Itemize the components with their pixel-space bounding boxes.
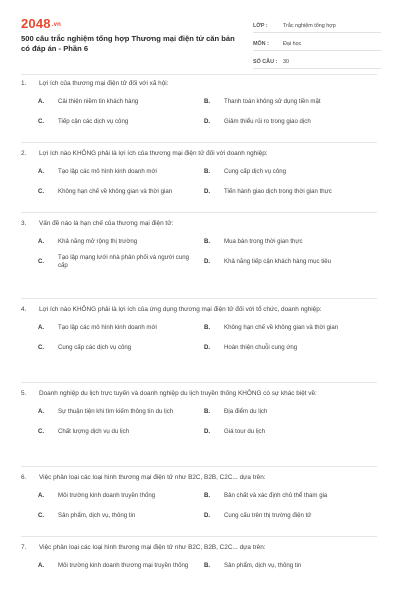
option-letter: B. [204,561,211,569]
option-text: Chất lượng dịch vụ du lịch [58,427,130,435]
answer-option[interactable] [21,424,194,441]
meta-info [253,16,381,70]
option-letter: B. [204,407,211,415]
answer-option[interactable] [194,488,377,505]
answer-option[interactable] [194,320,377,337]
answer-option[interactable] [21,488,194,505]
option-letter: B. [204,491,211,499]
question-text [21,305,377,315]
meta-row-count [253,52,381,69]
option-letter: D. [204,117,211,125]
answer-option[interactable] [194,558,377,575]
question-divider [21,142,377,143]
option-letter: C. [38,427,45,435]
answer-option[interactable] [194,424,377,441]
meta-row-subject [253,34,381,51]
question-divider [21,466,377,467]
option-text: Địa điểm du lịch [224,407,268,415]
question-item [21,305,377,360]
question-item [21,543,377,578]
option-text: Tiếp cận các dịch vụ công [58,117,129,125]
answer-option[interactable] [21,184,194,201]
answer-options [21,558,377,578]
meta-value: Đại học [283,41,302,47]
header-divider [21,74,377,75]
answer-option[interactable] [21,114,194,131]
question-number: 3. [21,220,27,227]
option-letter: B. [204,97,211,105]
option-text: Môi trường kinh doanh thương mại truyền thống [58,561,189,569]
option-letter: A. [38,323,45,331]
option-text: Cung cấu trên thị trường điện tử [224,511,312,519]
question-body: Việc phân loại các loại hình thương mại điện tử như B2C, B2B, C2C... dựa trên: [39,474,266,481]
question-body: Việc phân loại các loại hình thương mại điện tử như B2C, B2B, C2C... dựa trên: [39,544,266,551]
answer-option[interactable] [194,508,377,525]
question-number: 7. [21,544,27,551]
option-text: Sản phẩm, dịch vụ, thông tin [224,561,302,569]
question-item [21,473,377,528]
option-text: Tạo lập mạng lưới nhà phân phối và người cung cấp [58,253,189,270]
option-letter: D. [204,511,211,519]
option-text: Khả năng tiếp cận khách hàng mục tiêu [224,257,332,265]
option-text: Không hạn chế về không gian và thời gian [58,187,173,195]
option-letter: D. [204,427,211,435]
question-body: Lợi ích của thương mại điện tử đối với xã hội: [39,80,169,87]
option-text: Môi trường kinh doanh truyền thống [58,491,156,499]
option-text: Khả năng mở rộng thị trường [58,237,138,245]
question-text [21,219,377,229]
option-letter: C. [38,343,45,351]
option-text: Sự thuận tiện khi tìm kiếm thông tin du lịch [58,407,174,415]
answer-options [21,234,377,274]
option-letter: D. [204,343,211,351]
meta-key: SỐ CÂU : [253,59,278,65]
option-text: Bản chất và xác định chủ thể tham gia [224,491,328,499]
answer-options [21,164,377,204]
logo-text: 2048 [21,16,51,31]
answer-option[interactable] [21,508,194,525]
meta-value: 30 [283,59,289,65]
meta-row-class [253,16,381,33]
question-text [21,473,377,483]
question-number: 6. [21,474,27,481]
option-text: Tạo lập các mô hình kinh doanh mới [58,167,157,175]
question-text [21,543,377,553]
option-letter: B. [204,323,211,331]
answer-option[interactable] [21,404,194,421]
option-text: Cải thiện niềm tin khách hàng [58,97,139,105]
site-logo[interactable] [21,16,61,31]
option-letter: A. [38,237,45,245]
question-item [21,219,377,274]
option-text: Sản phẩm, dịch vụ, thông tin [58,511,136,519]
option-letter: A. [38,97,45,105]
option-letter: A. [38,167,45,175]
answer-option[interactable] [194,254,377,271]
answer-options [21,94,377,134]
option-letter: C. [38,117,45,125]
answer-options [21,488,377,528]
answer-option[interactable] [21,320,194,337]
option-letter: C. [38,511,45,519]
question-body: Lợi ích nào KHÔNG phải là lợi ích của thương mại điện tử đối với doanh nghiệp: [39,150,268,157]
meta-key: LỚP : [253,23,268,29]
option-text: Hoàn thiện chuỗi cung ứng [224,343,298,351]
answer-option[interactable] [194,404,377,421]
answer-option[interactable] [21,94,194,111]
question-item [21,149,377,204]
answer-option[interactable] [194,114,377,131]
question-divider [21,536,377,537]
answer-option[interactable] [194,94,377,111]
question-divider [21,382,377,383]
option-text: Không hạn chế về không gian và thời gian [224,323,339,331]
answer-option[interactable] [21,164,194,181]
question-text [21,149,377,159]
option-text: Tạo lập các mô hình kinh doanh mới [58,323,157,331]
meta-value: Trắc nghiệm tổng hợp [283,23,336,29]
page-title: 500 câu trắc nghiệm tổng hợp Thương mại điện tử căn bản có đáp án - Phần 6 [21,34,235,53]
question-item [21,79,377,134]
question-number: 1. [21,80,27,87]
question-body: Vấn đề nào là hạn chế của thương mại điện tử: [39,220,174,227]
question-item [21,389,377,444]
answer-option[interactable] [194,184,377,201]
option-letter: A. [38,491,45,499]
option-letter: B. [204,237,211,245]
option-text: Cung cấp dịch vụ công [224,167,286,175]
question-number: 2. [21,150,27,157]
option-text: Giá tour du lịch [224,427,265,435]
answer-option[interactable] [21,254,194,271]
question-text [21,79,377,89]
question-divider [21,298,377,299]
question-number: 4. [21,306,27,313]
option-letter: A. [38,561,45,569]
answer-option[interactable] [194,340,377,357]
option-letter: A. [38,407,45,415]
answer-option[interactable] [21,558,194,575]
answer-option[interactable] [194,234,377,251]
header [0,0,400,78]
option-text: Tiến hành giao dịch trong thời gian thực [224,187,332,195]
answer-options [21,404,377,444]
option-letter: D. [204,187,211,195]
option-text: Thanh toán không sử dụng tiền mặt [224,97,321,105]
question-divider [21,212,377,213]
question-text [21,389,377,399]
answer-option[interactable] [194,164,377,181]
option-text: Giảm thiểu rủi ro trong giao dịch [224,117,311,125]
logo-suffix: .vn [51,22,62,28]
meta-key: MÔN : [253,41,269,47]
question-body: Lợi ích nào KHÔNG phải là lợi ích của ứng dụng thương mại điện tử đối với tổ chức, doanh nghiệp: [39,306,322,313]
option-letter: B. [204,167,211,175]
question-number: 5. [21,390,27,397]
option-letter: D. [204,257,211,265]
question-body: Doanh nghiệp du lịch trực tuyến và doanh nghiệp du lịch truyền thống KHÔNG có sự khác biệt về: [39,390,317,397]
option-letter: C. [38,257,45,265]
answer-option[interactable] [21,234,194,251]
option-text: Cung cấp các dịch vụ công [58,343,132,351]
answer-options [21,320,377,360]
option-letter: C. [38,187,45,195]
answer-option[interactable] [21,340,194,357]
option-text: Mua bán trong thời gian thực [224,237,303,245]
